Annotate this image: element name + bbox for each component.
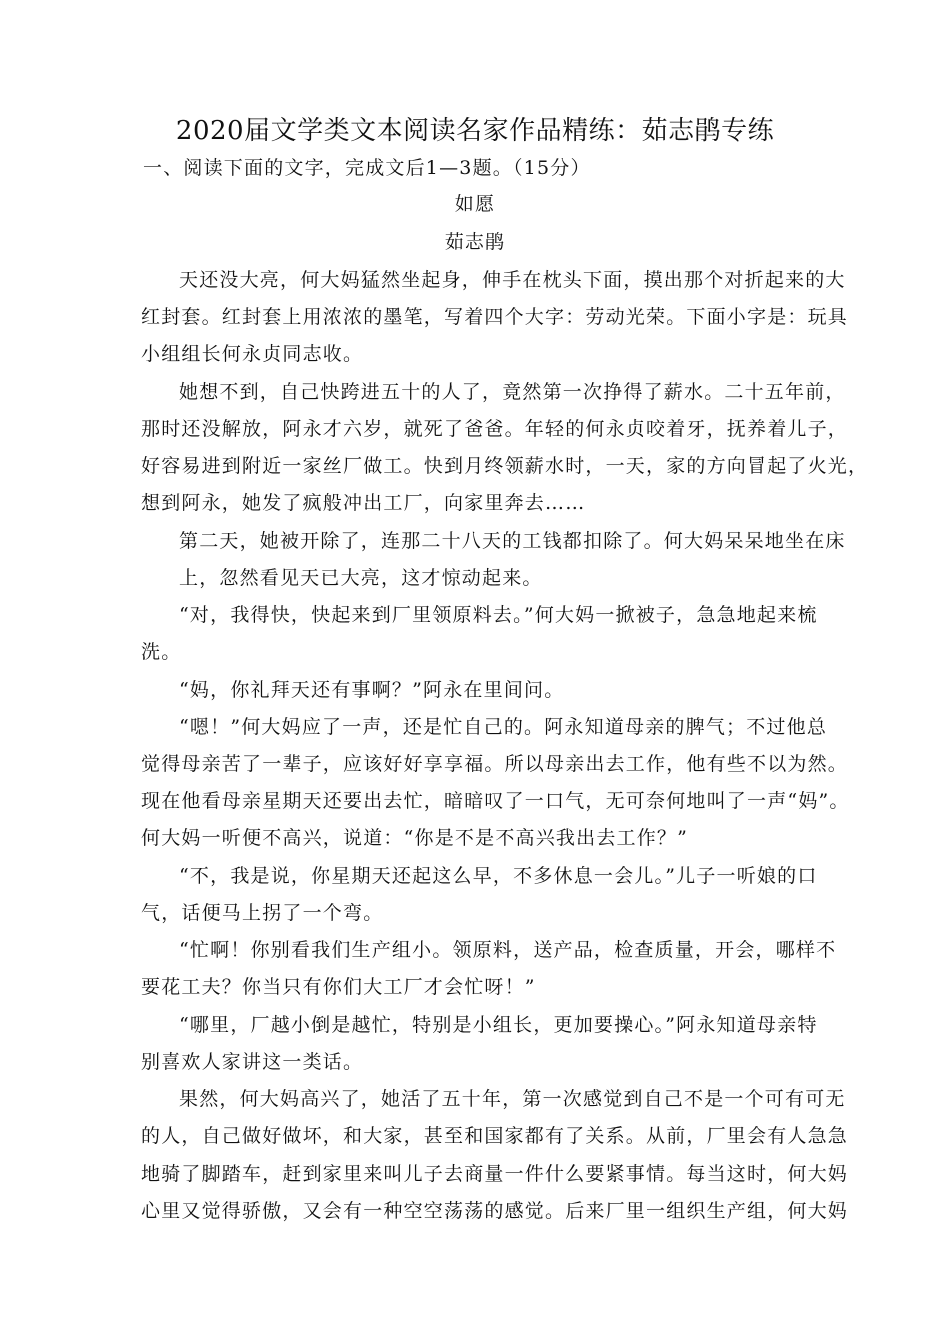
text-line: 上，忽然看见天已大亮，这才惊动起来。 [179, 567, 543, 589]
text-line: 洗。 [141, 641, 182, 663]
text-line: 天还没大亮，何大妈猛然坐起身，伸手在枕头下面，摸出那个对折起来的大 [179, 269, 846, 291]
text-line: “忙啊！你别看我们生产组小。领原料，送产品，检查质量，开会，哪样不 [179, 939, 837, 961]
text-line: “不，我是说，你星期天还起这么早，不多休息一会儿。”儿子一听娘的口 [179, 865, 818, 887]
text-line: 第二天，她被开除了，连那二十八天的工钱都扣除了。何大妈呆呆地坐在床 [179, 530, 846, 552]
story-author: 茹志鹃 [444, 231, 506, 253]
text-line: 好容易进到附近一家丝厂做工。快到月终领薪水时，一天，家的方向冒起了火光， [141, 455, 869, 477]
text-line: 红封套。红封套上用浓浓的墨笔，写着四个大字：劳动光荣。下面小字是：玩具 [141, 306, 849, 328]
text-line: 那时还没解放，阿永才六岁，就死了爸爸。年轻的何永贞咬着牙，抚养着儿子， [141, 418, 849, 440]
question-instruction: 一、阅读下面的文字，完成文后1—3题。（15分） [143, 157, 591, 179]
story-title: 如愿 [454, 193, 496, 215]
text-line: “嗯！”何大妈应了一声，还是忙自己的。阿永知道母亲的脾气；不过他总 [179, 716, 828, 738]
text-line: 想到阿永，她发了疯般冲出工厂，向家里奔去…… [141, 492, 586, 514]
text-line: “妈，你礼拜天还有事啊？”阿永在里间问。 [179, 679, 565, 701]
text-line: 何大妈一听便不高兴，说道：“你是不是不高兴我出去工作？” [141, 827, 689, 849]
text-line: 要花工夫？你当只有你们大工厂才会忙呀！” [141, 976, 536, 998]
text-line: “对，我得快，快起来到厂里领原料去。”何大妈一掀被子，急急地起来梳 [179, 604, 818, 626]
text-line: 现在他看母亲星期天还要出去忙，暗暗叹了一口气，无可奈何地叫了一声“妈”。 [141, 790, 850, 812]
text-line: 的人，自己做好做坏，和大家，甚至和国家都有了关系。从前，厂里会有人急急 [141, 1125, 849, 1147]
text-line: “哪里，厂越小倒是越忙，特别是小组长，更加要操心。”阿永知道母亲特 [179, 1014, 818, 1036]
document-title: 2020届文学类文本阅读名家作品精练：茹志鹃专练 [175, 116, 775, 146]
text-line: 果然，何大妈高兴了，她活了五十年，第一次感觉到自己不是一个可有可无 [179, 1088, 846, 1110]
text-line: 心里又觉得骄傲，又会有一种空空荡荡的感觉。后来厂里一组织生产组，何大妈 [141, 1200, 849, 1222]
text-line: 她想不到，自己快跨进五十的人了，竟然第一次挣得了薪水。二十五年前， [179, 381, 846, 403]
text-line: 地骑了脚踏车，赶到家里来叫儿子去商量一件什么要紧事情。每当这时，何大妈 [141, 1163, 849, 1185]
text-line: 觉得母亲苦了一辈子，应该好好享享福。所以母亲出去工作，他有些不以为然。 [141, 753, 849, 775]
text-line: 别喜欢人家讲这一类话。 [141, 1051, 364, 1073]
text-line: 气，话便马上拐了一个弯。 [141, 902, 384, 924]
text-line: 小组组长何永贞同志收。 [141, 343, 364, 365]
